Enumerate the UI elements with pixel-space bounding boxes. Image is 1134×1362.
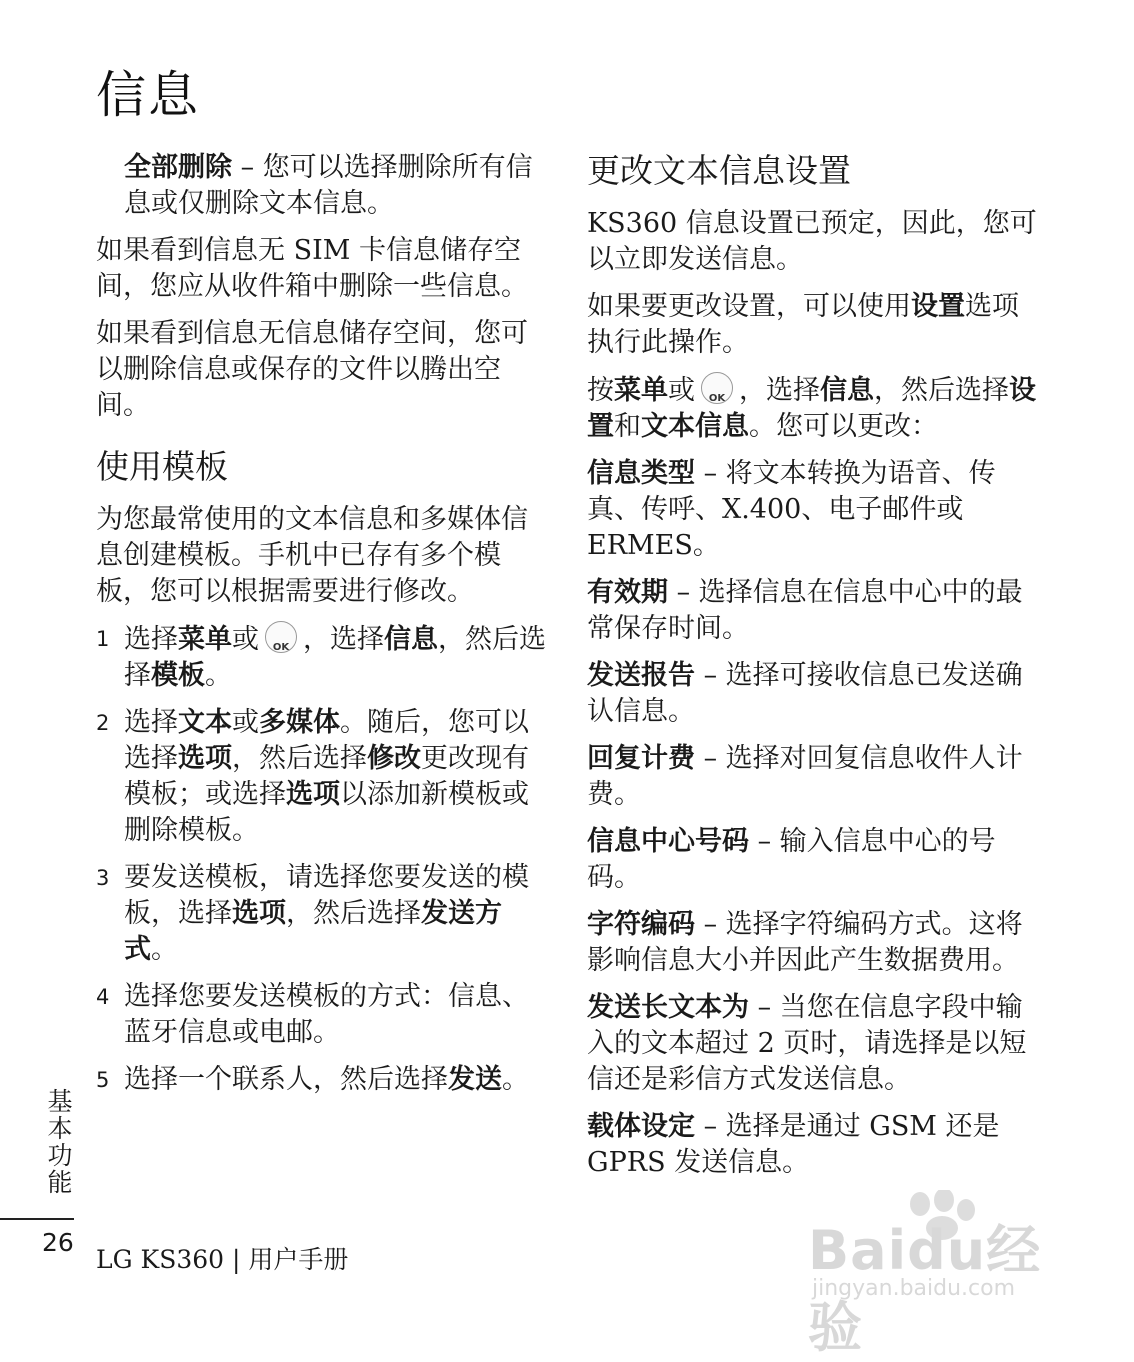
step-text: 。 — [205, 660, 232, 691]
setting-item — [587, 824, 1037, 896]
sim-full-paragraph: 如果看到信息无 SIM 卡信息储存空间，您应从收件箱中删除一些信息。 — [96, 235, 528, 302]
setting-term: 信息中心号码 — [587, 826, 749, 857]
options-term: 选项 — [178, 743, 232, 774]
step-2 — [96, 705, 551, 849]
step-text: 选择 — [124, 624, 178, 655]
send-term: 发送 — [448, 1064, 502, 1095]
options-term: 选项 — [232, 898, 286, 929]
setting-item — [587, 990, 1037, 1098]
delete-all-term: 全部删除 — [124, 152, 232, 183]
templates-term: 模板 — [151, 660, 205, 691]
section-side-tab: 基本功能 — [44, 1088, 73, 1196]
baidu-watermark — [808, 1190, 1078, 1359]
template-steps — [96, 621, 551, 1098]
step-text: 或 — [232, 624, 259, 655]
step-text: 。 — [151, 934, 178, 965]
step-text: 选择 — [124, 707, 178, 738]
step-text: ，然后选择 — [124, 624, 546, 691]
para-text: ，选择 — [739, 375, 820, 406]
step-text: 选择您要发送模板的方式：信息、蓝牙信息或电邮。 — [124, 981, 529, 1048]
setting-text: – 选择可接收信息已发送确认信息。 — [587, 660, 1023, 727]
step-text: ，然后选择 — [232, 743, 367, 774]
setting-text: – 输入信息中心的号码。 — [587, 826, 996, 893]
page-title: 信息 — [96, 66, 200, 124]
setting-item — [587, 907, 1037, 979]
step-number: 5 — [96, 1068, 110, 1092]
templates-intro: 为您最常使用的文本信息和多媒体信息创建模板。手机中已存有多个模板，您可以根据需要进行修改。 — [96, 504, 528, 607]
right-column — [587, 150, 1037, 1192]
para-text: 选项执行此操作。 — [587, 291, 1019, 358]
ok-key-icon — [265, 621, 297, 653]
menu-term: 菜单 — [614, 375, 668, 406]
setting-term: 发送长文本为 — [587, 992, 749, 1023]
step-text: 更改现有模板；或选择 — [124, 743, 529, 810]
navigation-paragraph — [587, 372, 1037, 445]
setting-text: – 选择信息在信息中心中的最常保存时间。 — [587, 577, 1023, 644]
setting-text: – 选择字符编码方式。这将影响信息大小并因此产生数据费用。 — [587, 909, 1023, 976]
storage-full-paragraph: 如果看到信息无信息储存空间，您可以删除信息或保存的文件以腾出空间。 — [96, 318, 528, 421]
settings-term: 设置 — [587, 375, 1036, 442]
step-text: ，选择 — [303, 624, 384, 655]
watermark-url: jingyan.baidu.com — [812, 1276, 1016, 1301]
para-text: 和 — [614, 411, 641, 442]
options-term: 选项 — [286, 779, 340, 810]
step-text: ，然后选择 — [286, 898, 421, 929]
ok-key-icon — [701, 372, 733, 404]
step-1 — [96, 621, 551, 694]
watermark-word: Baidu经验 — [808, 1219, 1042, 1359]
step-text: 。 — [502, 1064, 529, 1095]
step-4 — [96, 979, 551, 1051]
preset-paragraph: KS360 信息设置已预定，因此，您可以立即发送信息。 — [587, 208, 1037, 275]
step-text: 选择一个联系人，然后选择 — [124, 1064, 448, 1095]
setting-text: – 选择对回复信息收件人计费。 — [587, 743, 1023, 810]
messages-term: 信息 — [384, 624, 438, 655]
setting-text: – 将文本转换为语音、传真、传呼、X.400、电子邮件或 ERMES。 — [587, 458, 996, 561]
step-number: 1 — [96, 627, 110, 651]
setting-item — [587, 658, 1037, 730]
footer-divider — [0, 1218, 74, 1220]
multimedia-term: 多媒体 — [259, 707, 340, 738]
para-text: 或 — [668, 375, 695, 406]
page-number: 26 — [42, 1228, 74, 1257]
step-number: 2 — [96, 711, 110, 735]
setting-text: – 当您在信息字段中输入的文本超过 2 页时，请选择是以短信还是彩信方式发送信息。 — [587, 992, 1027, 1095]
step-5 — [96, 1062, 551, 1098]
menu-term: 菜单 — [178, 624, 232, 655]
step-text: 。随后，您可以选择 — [124, 707, 529, 774]
step-number: 3 — [96, 866, 110, 890]
footer-title: LG KS360 | 用户手册 — [96, 1245, 349, 1274]
para-text: ，然后选择 — [874, 375, 1009, 406]
step-text: 或 — [232, 707, 259, 738]
delete-all-paragraph — [96, 150, 551, 222]
setting-term: 发送报告 — [587, 660, 695, 691]
setting-term: 载体设定 — [587, 1111, 695, 1142]
step-number: 4 — [96, 985, 110, 1009]
send-via-term: 发送方式 — [124, 898, 502, 965]
change-settings-paragraph — [587, 289, 1037, 361]
edit-term: 修改 — [367, 743, 421, 774]
setting-item — [587, 575, 1037, 647]
setting-item — [587, 456, 1037, 564]
step-text: 要发送模板，请选择您要发送的模板，选择 — [124, 862, 529, 929]
para-text: 按 — [587, 375, 614, 406]
setting-term: 回复计费 — [587, 743, 695, 774]
setting-term: 字符编码 — [587, 909, 695, 940]
setting-term: 信息类型 — [587, 458, 695, 489]
setting-term: 有效期 — [587, 577, 668, 608]
delete-all-text: – 您可以选择删除所有信息或仅删除文本信息。 — [124, 152, 533, 219]
templates-heading: 使用模板 — [96, 447, 228, 486]
setting-item — [587, 1109, 1037, 1181]
setting-text: – 选择是通过 GSM 还是 GPRS 发送信息。 — [587, 1111, 1000, 1178]
step-text: 以添加新模板或删除模板。 — [124, 779, 529, 846]
settings-heading: 更改文本信息设置 — [587, 151, 851, 190]
settings-term: 设置 — [911, 291, 965, 322]
setting-item — [587, 741, 1037, 813]
step-3 — [96, 860, 551, 968]
para-text: 如果要更改设置，可以使用 — [587, 291, 911, 322]
text-message-term: 文本信息 — [641, 411, 749, 442]
para-text: 。您可以更改： — [749, 411, 938, 442]
text-term: 文本 — [178, 707, 232, 738]
left-column — [96, 150, 551, 1109]
messages-term: 信息 — [820, 375, 874, 406]
